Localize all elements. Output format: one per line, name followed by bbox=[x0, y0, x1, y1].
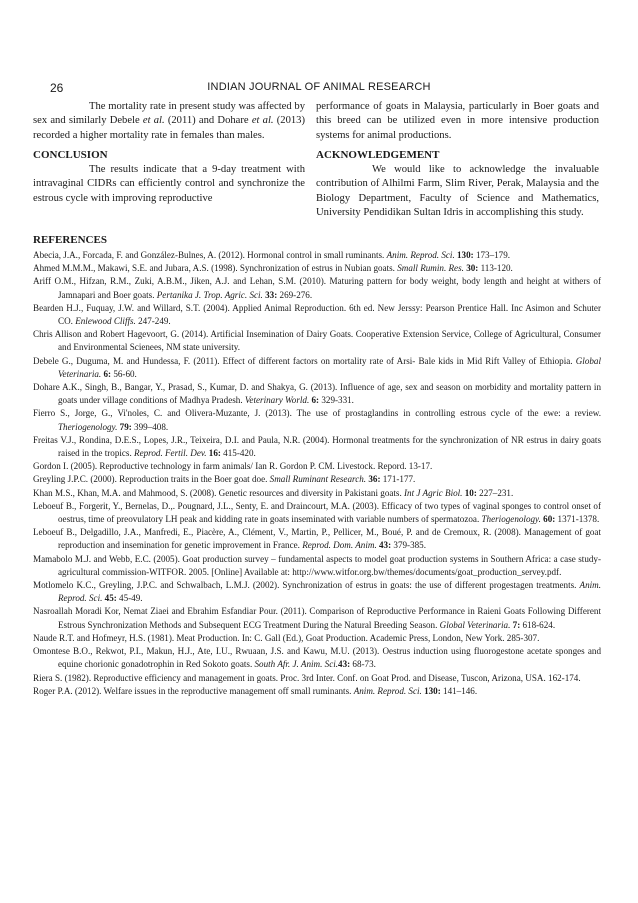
mortality-paragraph: The mortality rate in present study was affected by sex and similarly Debele et al. (2011) and Dohare et al. (2013) recorded a higher mortality rate in females than males. bbox=[33, 101, 306, 141]
page-header bbox=[0, 81, 638, 97]
conclusion-continued-paragraph: performance of goats in Malaysia, particularly in Boer goats and this breed can be utilized even in more intensive production systems for animal productions. bbox=[316, 101, 599, 141]
conclusion-paragraph: The results indicate that a 9-day treatment with intravaginal CIDRs can efficiently control and synchronize the estrous cycle with improving reproductive bbox=[33, 164, 305, 204]
reference-entry: Omontese B.O., Rekwot, P.I., Makun, H.J., Ate, I.U., Rwuaan, J.S. and Kawu, M.U. (2013). Oestrus induction using fluorogestone acetate sponges and equine chorionic gonadotrophin in Red Sokoto goats. South Afr. J. Anim. Sci.43: 68-73. bbox=[33, 646, 601, 670]
reference-entry: Fierro S., Jorge, G., Vi'noles, C. and Olivera-Muzante, J. (2013). The use of prostaglandins in controlling estrous cycle of the ewe: a review. Theriogenology. 79: 399–408. bbox=[33, 408, 601, 432]
conclusion-heading: CONCLUSION bbox=[33, 148, 108, 161]
reference-entry: Greyling J.P.C. (2000). Reproduction traits in the Boer goat doe. Small Ruminant Research. 36: 171-177. bbox=[33, 474, 416, 485]
reference-entry: Bearden H.J., Fuquay, J.W. and Willard, S.T. (2004). Applied Animal Reproduction. 6th ed. New Jerssy: Pearson Prentice Hall. Inc Asimon and Schuter CO. Enlewood Cliffs. 247-249. bbox=[33, 302, 601, 327]
reference-entry: Ariff O.M., Hifzan, R.M., Zuki, A.B.M., Jiken, A.J. and Lehan, S.M. (2010). Maturing pattern for body weight, body length and height at withers of Jamnapari and Boer goats. Pertanika J. Trop. Agric. Sci. 33: 269-276. bbox=[33, 276, 601, 300]
acknowledgement-heading: ACKNOWLEDGEMENT bbox=[316, 148, 440, 161]
reference-entry: Leboeuf B., Delgadillo, J.A., Manfredi, E., Piacère, A., Clément, V., Martin, P., Pellicer, M., Boué, P. and de Cremoux, R. (2008). Management of goat reproduction and insemination for genetic improvement in France. Reprod. Dom. Anim. 43: 379-385. bbox=[33, 527, 601, 551]
reference-entry: Nasroallah Moradi Kor, Nemat Ziaei and Ebrahim Esfandiar Pour. (2011). Comparison of Reproductive Performance in Raieni Goats Following Different Estrous Synchronization Methods and Subsequent ECG Treatment During the Natural Breeding Season. Global Veterinaria. 7: 618-624. bbox=[33, 606, 601, 630]
reference-entry: Dohare A.K., Singh, B., Bangar, Y., Prasad, S., Kumar, D. and Shakya, G. (2013). Influence of age, sex and season on morbidity and mortality pattern in goats under village conditions of Madhya Pradesh. Veterinary World. 6: 329-331. bbox=[33, 382, 601, 406]
reference-entry: Roger P.A. (2012). Welfare issues in the reproductive management off small ruminants. Anim. Reprod. Sci. 130: 141–146. bbox=[33, 685, 478, 696]
references-section bbox=[33, 234, 601, 698]
reference-entry: Riera S. (1982). Reproductive efficiency and management in goats. Proc. 3rd Inter. Conf. on Goat Prod. and Disease, Tuscon, Arizona, USA. 162-174. bbox=[33, 672, 581, 683]
reference-entry: Debele G., Duguma, M. and Hundessa, F. (2011). Effect of different factors on mortality rate of Arsi- Bale kids in Mid Rift Valley of Ethiopia. Global Veterinaria. 6: 56-60. bbox=[33, 355, 601, 379]
acknowledgement-paragraph: We would like to acknowledge the invaluable contribution of Alhilmi Farm, Slim River, Perak, Malaysia and the Biology Department, Faculty of Science and Mathematics, University Pendidikan Sultan Idris in accomplishing this study. bbox=[316, 164, 599, 219]
reference-entry: Naude R.T. and Hofmeyr, H.S. (1981). Meat Production. In: C. Gall (Ed.), Goat Production. Academic Press, London, New York. 285-307. bbox=[33, 632, 540, 643]
reference-list bbox=[33, 249, 601, 698]
right-column bbox=[316, 100, 599, 220]
reference-entry: Gordon I. (2005). Reproductive technology in farm animals/ Ian R. Gordon P. CM. Livestock. Repord. 13-17. bbox=[33, 461, 433, 472]
reference-entry: Freitas V.J., Rondina, D.E.S., Lopes, J.R., Teixeira, D.I. and Paula, N.R. (2004). Hormonal treatments for the synchronization of NR estrus in dairy goats raised in the tropics. Reprod. Fertil. Dev. 16: 415-420. bbox=[33, 434, 601, 459]
reference-entry: Mamabolo M.J. and Webb, E.C. (2005). Goat production survey – fundamental aspects to model goat production systems in Southern Africa: a case study-agricultural commission-WITFOR. 2005. [Online] Available at: http://www.witfor.org.bw/themes/documents/goat_production_servey.pdf. bbox=[33, 553, 601, 577]
reference-entry: Abecia, J.A., Forcada, F. and González-Bulnes, A. (2012). Hormonal control in small ruminants. Anim. Reprod. Sci. 130: 173–179. bbox=[33, 250, 511, 260]
left-column bbox=[33, 100, 305, 206]
reference-entry: Khan M.S., Khan, M.A. and Mahmood, S. (2008). Genetic resources and diversity in Pakistani goats. Int J Agric Biol. 10: 227–231. bbox=[33, 487, 514, 498]
journal-title: INDIAN JOURNAL OF ANIMAL RESEARCH bbox=[207, 81, 431, 93]
references-heading: REFERENCES bbox=[33, 234, 107, 246]
reference-entry: Ahmed M.M.M., Makawi, S.E. and Jubara, A.S. (1998). Synchronization of estrus in Nubian goats. Small Rumin. Res. 30: 113-120. bbox=[33, 263, 513, 274]
reference-entry: Motlomelo K.C., Greyling, J.P.C. and Schwalbach, L.M.J. (2002). Synchronization of estrus in goats: the use of different progestagen treatments. Anim. Reprod. Sci. 45: 45-49. bbox=[33, 580, 601, 604]
page-number: 26 bbox=[50, 81, 64, 95]
reference-entry: Chris Allison and Robert Hagevoort, G. (2014). Artificial Insemination of Dairy Goats. Cooperative Extension Service, College of Agricultural, Consumer and Environmental Scienees, NM state university. bbox=[33, 329, 601, 353]
reference-entry: Leboeuf B., Forgerit, Y., Bernelas, D.,. Pougnard, J.L., Senty, E. and Draincourt, M.A. (2003). Efficacy of two types of vaginal sponges to control onset of oestrus, time of preovulatory LH peak and kidding rate in goats inseminated with variable numbers of spermatozoa. Theriogenology. 60: 1371-1378. bbox=[33, 500, 601, 525]
